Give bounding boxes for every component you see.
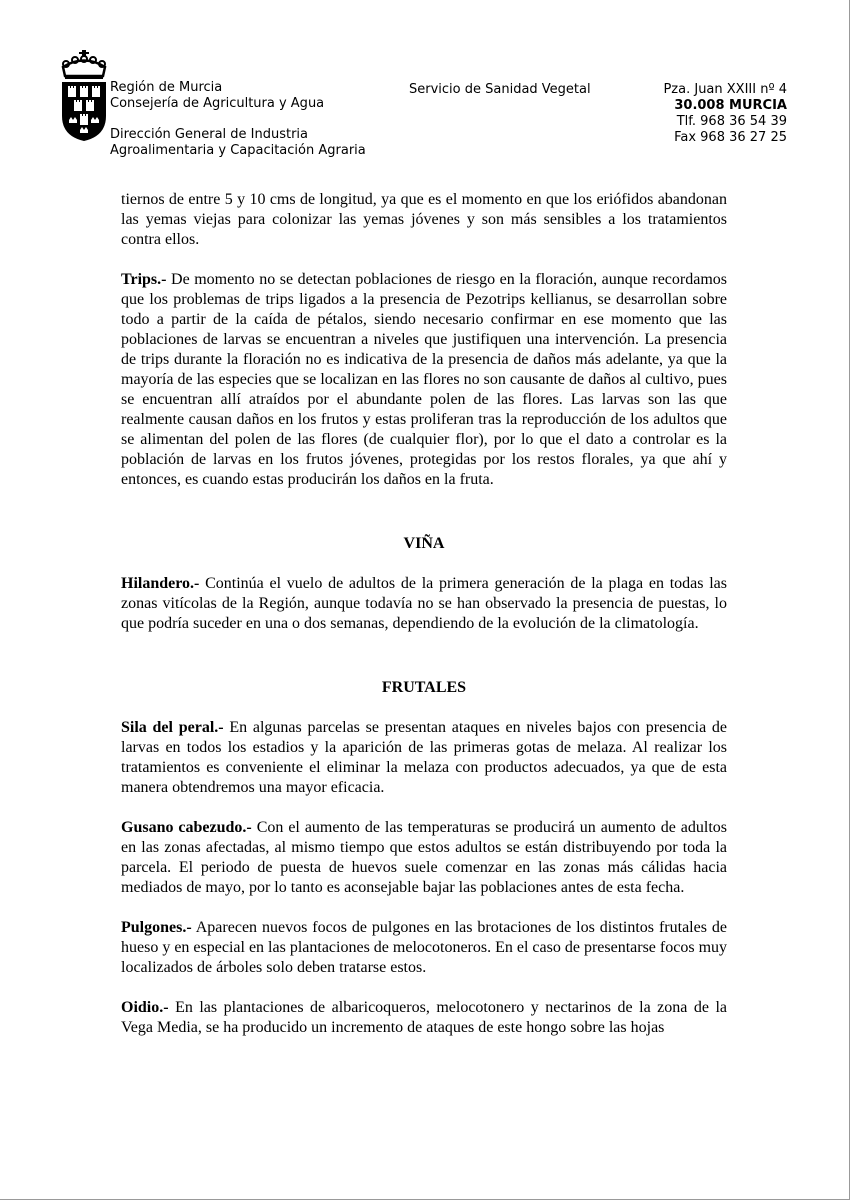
org-ministry: Consejería de Agricultura y Agua bbox=[110, 96, 325, 111]
hilandero-paragraph bbox=[121, 574, 727, 634]
oidio-text: En las plantaciones de albaricoqueros, melocotonero y nectarinos de la zona de la Vega Media, se ha producido un incremento de ataques de este hongo sobre las hojas bbox=[121, 999, 728, 1036]
pulgones-text: Aparecen nuevos focos de pulgones en las brotaciones de los distintos frutales de hueso y en especial en las plantaciones de melocotoneros. En el caso de presentarse focos muy localizados de árboles solo deben tratarse estos. bbox=[121, 919, 728, 976]
service-name: Servicio de Sanidad Vegetal bbox=[409, 82, 591, 97]
address-city: 30.008 MURCIA bbox=[674, 98, 787, 113]
oidio-title: Oidio.- bbox=[121, 999, 169, 1016]
pulgones-title: Pulgones.- bbox=[121, 919, 192, 936]
organization-block bbox=[110, 80, 324, 112]
sila-title: Sila del peral.- bbox=[121, 719, 224, 736]
org-region: Región de Murcia bbox=[110, 80, 223, 95]
dept-line1: Dirección General de Industria bbox=[110, 127, 309, 142]
trips-paragraph bbox=[121, 270, 727, 490]
hilandero-title: Hilandero.- bbox=[121, 575, 200, 592]
department-block bbox=[110, 127, 366, 159]
address-phone: Tlf. 968 36 54 39 bbox=[676, 114, 787, 129]
sila-text: En algunas parcelas se presentan ataques en niveles bajos con presencia de larvas en todos los estadios y la aparición de las primeras gotas de melaza. Al realizar los tratamientos es conveniente el eliminar la melaza con productos adecuados, ya que de esta manera obtendremos una mayor eficacia. bbox=[121, 719, 728, 796]
trips-title: Trips.- bbox=[121, 271, 167, 288]
address-block bbox=[663, 82, 787, 146]
document-body bbox=[121, 190, 727, 1038]
trips-text: De momento no se detectan poblaciones de riesgo en la floración, aunque recordamos que los problemas de trips ligados a la presencia de Pezotrips kellianus, se desarrollan sobre todo a partir de la caída de pétalos, siendo necesario confirmar en ese momento que las poblaciones de larvas se encuentran a niveles que justifiquen una intervención. La presencia de trips durante la floración no es indicativa de la presencia de daños más adelante, ya que la mayoría de las especies que se localizan en las flores no son causante de daños al cultivo, pues se encuentran allí atraídos por el abundante polen de las flores. Las larvas son las que realmente causan daños en los frutos y estas proliferan tras la reproducción de los adultos que se alimentan del polen de las flores (de cualquier flor), por lo que el dato a controlar es la población de larvas en los frutos jóvenes, protegidas por los restos florales, ya que ahí y entonces, es cuando estas producirán los daños en la fruta. bbox=[121, 271, 728, 488]
region-coat-of-arms-icon bbox=[60, 50, 108, 142]
sila-paragraph bbox=[121, 718, 727, 798]
gusano-title: Gusano cabezudo.- bbox=[121, 819, 252, 836]
address-fax: Fax 968 36 27 25 bbox=[674, 130, 787, 145]
address-street: Pza. Juan XXIII nº 4 bbox=[663, 82, 787, 97]
oidio-paragraph bbox=[121, 998, 727, 1038]
pulgones-paragraph bbox=[121, 918, 727, 978]
vina-heading: VIÑA bbox=[403, 535, 445, 552]
dept-line2: Agroalimentaria y Capacitación Agraria bbox=[110, 143, 366, 158]
frutales-heading: FRUTALES bbox=[381, 679, 467, 696]
hilandero-text: Continúa el vuelo de adultos de la primera generación de la plaga en todas las zonas vitícolas de la Región, aunque todavía no se han observado la presencia de puestas, lo que podría suceder en una o dos semanas, dependiendo de la evolución de la climatología. bbox=[121, 575, 727, 632]
intro-paragraph: tiernos de entre 5 y 10 cms de longitud, ya que es el momento en que los eriófidos abandonan las yemas viejas para colonizar las yemas jóvenes y son más sensibles a los tratamientos contra ellos. bbox=[121, 191, 727, 248]
gusano-paragraph bbox=[121, 818, 727, 898]
gusano-text: Con el aumento de las temperaturas se producirá un aumento de adultos en las zonas afectadas, al mismo tiempo que estos adultos se están distribuyendo por toda la parcela. El periodo de puesta de huevos suele comenzar en las zonas más cálidas hacia mediados de mayo, por lo tanto es aconsejable bajar las poblaciones antes de esta fecha. bbox=[121, 819, 728, 896]
